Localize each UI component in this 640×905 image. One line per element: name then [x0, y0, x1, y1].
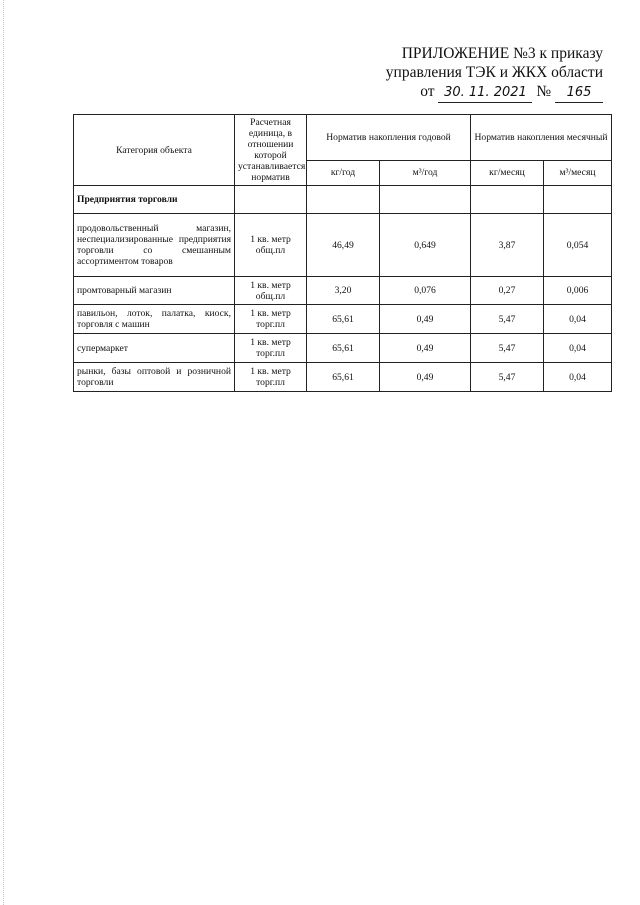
row-category: промтоварный магазин — [74, 277, 235, 305]
row-unit-line2: общ.пл — [255, 290, 286, 302]
row-m3-year: 0,49 — [380, 334, 471, 363]
handwritten-date: 30. 11. 2021 — [438, 83, 532, 103]
empty-cell — [307, 186, 380, 214]
row-kg-month: 0,27 — [471, 277, 544, 305]
table-header-row — [74, 115, 612, 161]
row-kg-month: 3,87 — [471, 214, 544, 277]
row-unit-line1: 1 кв. метр — [250, 337, 291, 348]
row-category: рынки, базы оптовой и розничной торговли — [74, 363, 235, 392]
row-unit-line1: 1 кв. метр — [250, 279, 291, 291]
row-unit-line1: 1 кв. метр — [250, 234, 291, 245]
row-unit — [235, 277, 307, 305]
header-monthly: Норматив накопления месячный — [471, 115, 612, 161]
row-kg-year: 65,61 — [307, 305, 380, 334]
row-m3-year: 0,649 — [380, 214, 471, 277]
table-row — [74, 214, 612, 277]
empty-cell — [380, 186, 471, 214]
number-label: № — [536, 83, 552, 100]
row-kg-year: 3,20 — [307, 277, 380, 305]
row-unit — [235, 334, 307, 363]
empty-cell — [471, 186, 544, 214]
row-unit — [235, 305, 307, 334]
row-m3-year: 0,49 — [380, 305, 471, 334]
header-kg-year: кг/год — [307, 160, 380, 185]
row-kg-year: 65,61 — [307, 334, 380, 363]
row-unit-line1: 1 кв. метр — [250, 308, 291, 319]
header-category: Категория объекта — [74, 115, 235, 186]
norms-table — [73, 114, 612, 392]
table-row — [74, 277, 612, 305]
row-unit — [235, 214, 307, 277]
table-row — [74, 305, 612, 334]
row-kg-month: 5,47 — [471, 334, 544, 363]
row-unit-line2: торг.пл — [256, 319, 285, 330]
document-header — [343, 44, 603, 103]
row-unit-line2: общ.пл — [255, 245, 286, 256]
row-kg-year: 46,49 — [307, 214, 380, 277]
scan-edge — [3, 0, 5, 905]
row-unit — [235, 363, 307, 392]
header-unit: Расчетная единица, в отношении которой устанавливается норматив — [235, 115, 307, 186]
table-row — [74, 363, 612, 392]
row-m3-year: 0,49 — [380, 363, 471, 392]
row-kg-year: 65,61 — [307, 363, 380, 392]
from-label: от — [420, 83, 435, 100]
row-m3-month: 0,006 — [544, 277, 612, 305]
row-m3-month: 0,04 — [544, 305, 612, 334]
row-kg-month: 5,47 — [471, 305, 544, 334]
header-m3-month: м³/месяц — [544, 160, 612, 185]
row-m3-year: 0,076 — [380, 277, 471, 305]
table-row — [74, 334, 612, 363]
row-m3-month: 0,04 — [544, 363, 612, 392]
row-unit-line2: торг.пл — [256, 377, 285, 388]
header-kg-month: кг/месяц — [471, 160, 544, 185]
header-m3-year: м³/год — [380, 160, 471, 185]
section-title: Предприятия торговли — [74, 186, 235, 214]
row-m3-month: 0,054 — [544, 214, 612, 277]
row-category: супермаркет — [74, 334, 235, 363]
row-category: продовольственный магазин, неспециализированные предприятия торговли со смешанным ассортиментом товаров — [74, 214, 235, 277]
row-category: павильон, лоток, палатка, киоск, торговля с машин — [74, 305, 235, 334]
header-line-1: ПРИЛОЖЕНИЕ №3 к приказу — [401, 45, 603, 62]
empty-cell — [544, 186, 612, 214]
row-unit-line2: торг.пл — [256, 348, 285, 359]
header-line-2: управления ТЭК и ЖКХ области — [385, 64, 603, 81]
header-annual: Норматив накопления годовой — [307, 115, 471, 161]
section-row — [74, 186, 612, 214]
row-m3-month: 0,04 — [544, 334, 612, 363]
handwritten-number: 165 — [555, 83, 603, 103]
empty-cell — [235, 186, 307, 214]
header-line-3 — [343, 82, 603, 103]
row-kg-month: 5,47 — [471, 363, 544, 392]
row-unit-line1: 1 кв. метр — [250, 366, 291, 377]
